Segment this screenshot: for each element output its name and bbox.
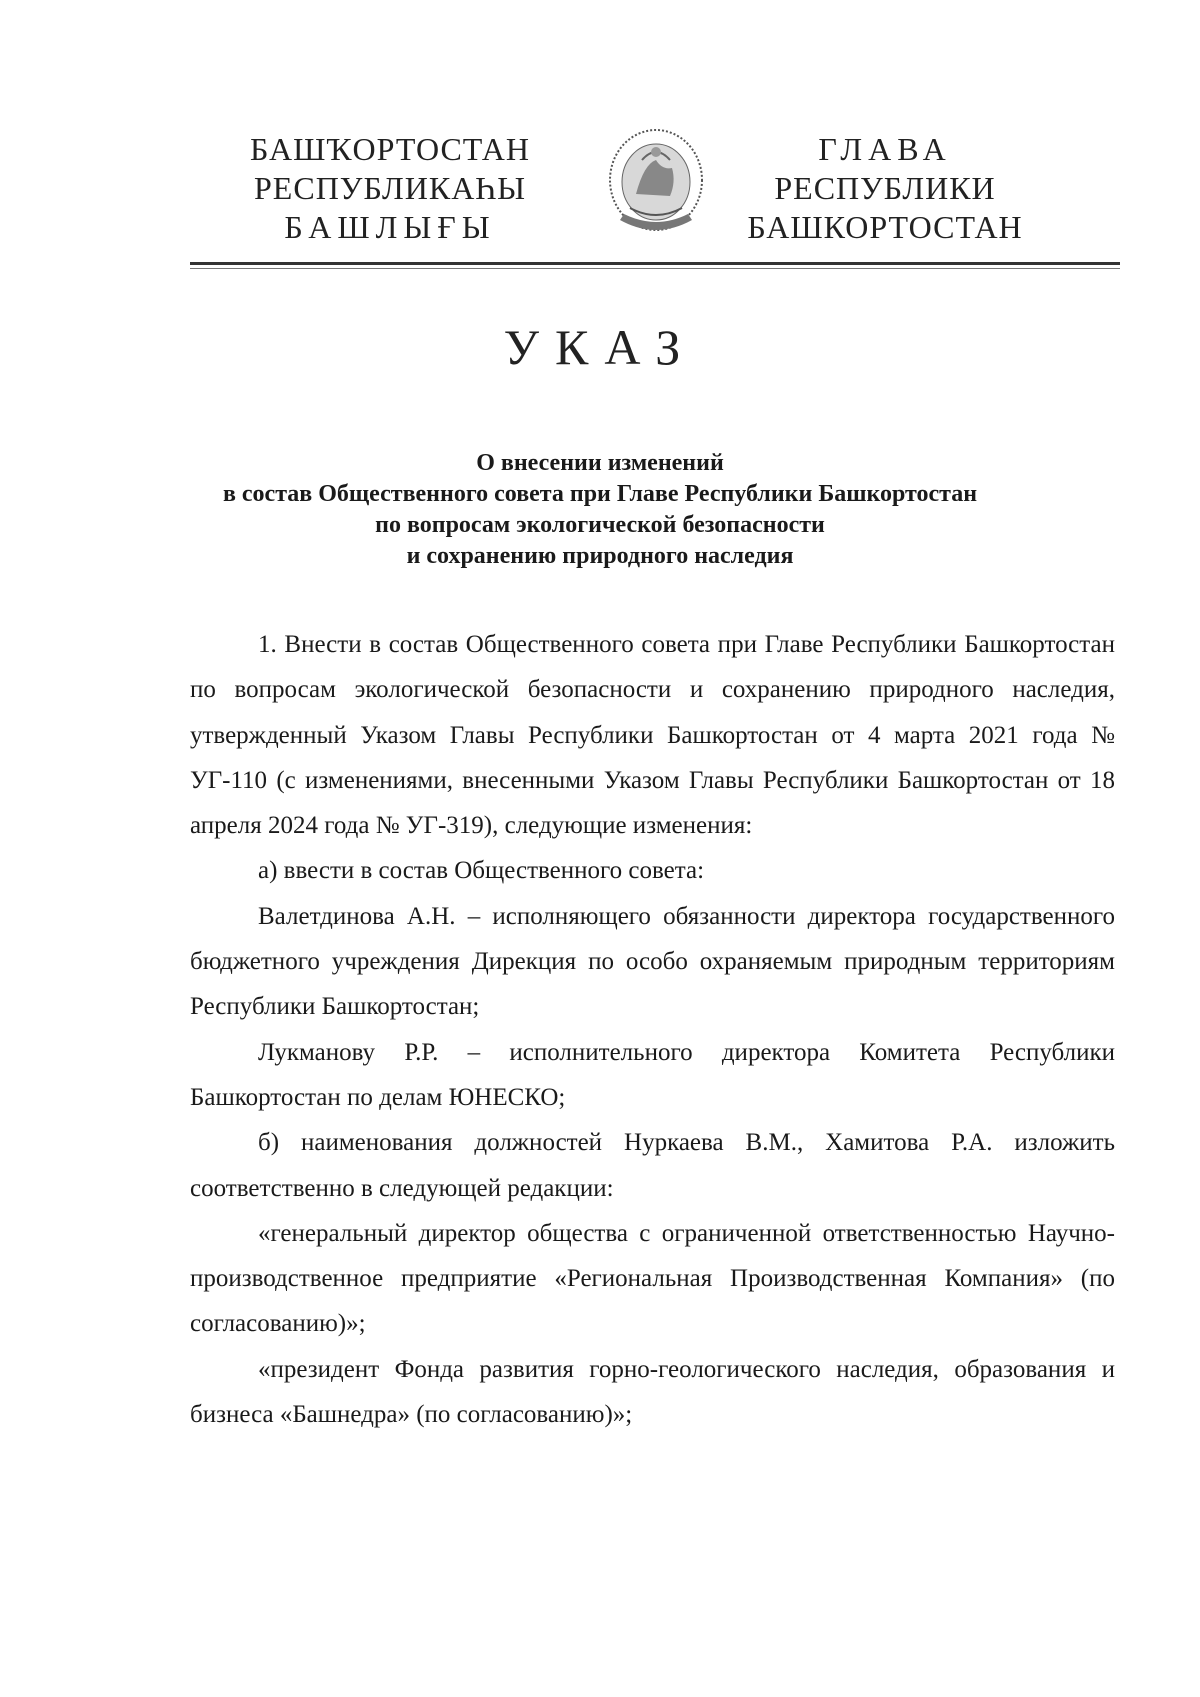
header-bashkir-line: РЕСПУБЛИКАҺЫ — [254, 170, 526, 206]
header-bashkir-line: БАШЛЫҒЫ — [284, 209, 496, 245]
paragraph: «генеральный директор общества с ограниченной ответственностью Научно-производственное предприятие «Региональная Производственная Компания» (по согласованию)»; — [190, 1219, 1115, 1338]
header-russian-line: РЕСПУБЛИКИ — [774, 170, 996, 206]
paragraph: Лукманову Р.Р. – исполнительного директора Комитета Республики Башкортостан по делам ЮНЕСКО; — [190, 1038, 1115, 1111]
paragraph: 1. Внести в состав Общественного совета при Главе Республики Башкортостан по вопросам экологической безопасности и сохранению природного наследия, утвержденный Указом Главы Республики Башкортостан от 4 марта 2021 года № УГ-110 (с изменениями, внесенными Указом Главы Республики Башкортостан от 18 апреля 2024 года № УГ-319), следующие изменения: — [190, 631, 1115, 840]
document-subject — [150, 448, 1050, 572]
header-bashkir — [230, 130, 550, 247]
header-rule-thin — [190, 268, 1120, 269]
header-russian-line: БАШКОРТОСТАН — [747, 209, 1023, 245]
document-title: УКАЗ — [503, 319, 697, 375]
coat-of-arms-icon — [600, 124, 712, 242]
header-russian — [720, 130, 1050, 247]
paragraph: «президент Фонда развития горно-геологического наследия, образования и бизнеса «Башнедра» (по согласованию)»; — [190, 1355, 1115, 1429]
subject-line: и сохранению природного наследия — [406, 543, 794, 569]
paragraph: б) наименования должностей Нуркаева В.М., Хамитова Р.А. изложить соответственно в следующей редакции: — [190, 1129, 1115, 1202]
paragraph: а) ввести в состав Общественного совета: — [258, 857, 705, 885]
header-rule — [190, 262, 1120, 265]
subject-line: по вопросам экологической безопасности — [375, 512, 825, 538]
subject-line: О внесении изменений — [476, 450, 724, 476]
header-russian-line: ГЛАВА — [818, 131, 952, 167]
paragraph: Валетдинова А.Н. – исполняющего обязанности директора государственного бюджетного учреждения Дирекция по особо охраняемым природным территориям Республики Башкортостан; — [190, 902, 1115, 1021]
subject-line: в состав Общественного совета при Главе Республики Башкортостан — [222, 481, 978, 507]
header-bashkir-line: БАШҠОРТОСТАН — [250, 131, 530, 167]
document-body — [190, 622, 1115, 1437]
